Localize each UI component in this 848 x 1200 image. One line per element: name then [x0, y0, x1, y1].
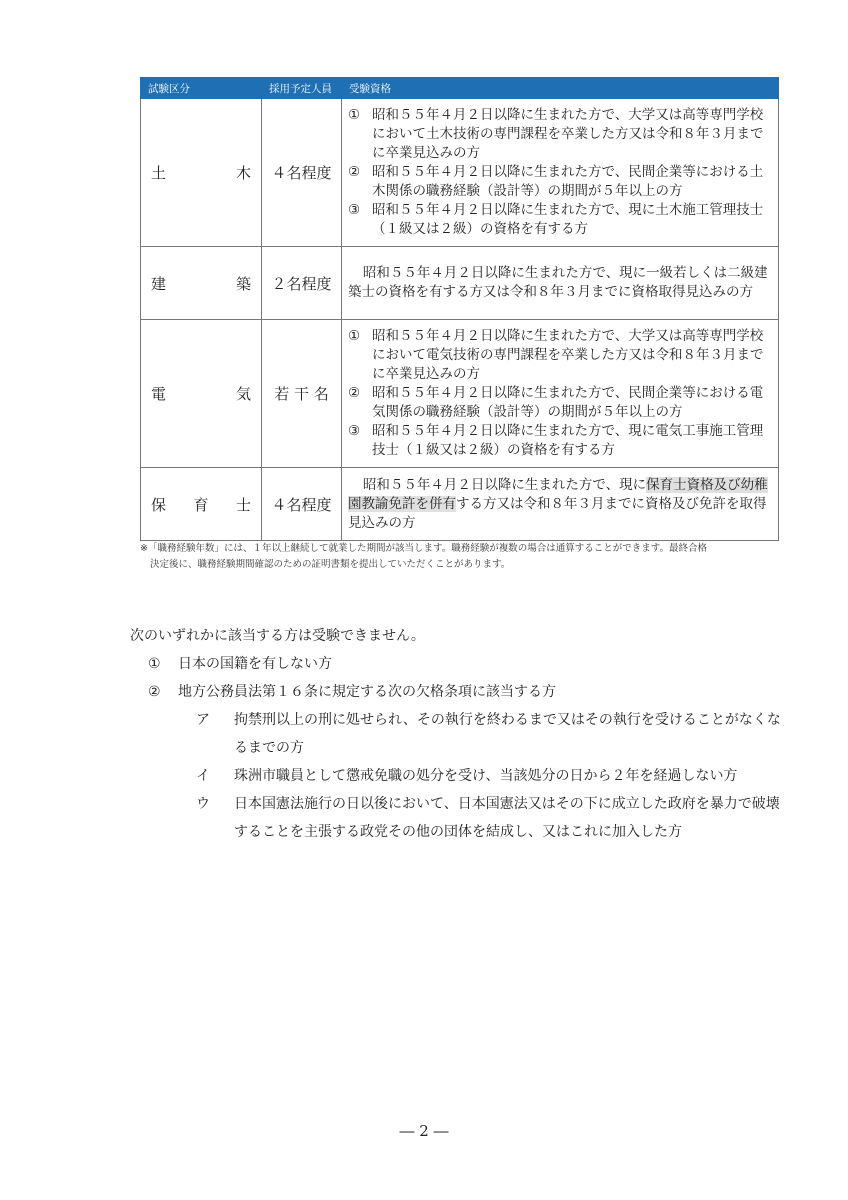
item-mark: ① — [348, 328, 361, 344]
note-line: 決定後に、職務経験期間確認のための証明書類を提出していただくことがあります。 — [150, 559, 511, 570]
text-before: 昭和５５年４月２日以降に生まれた方で、現に — [362, 476, 647, 493]
count-cell: ２名程度 — [262, 247, 342, 320]
count-cell: ４名程度 — [262, 99, 342, 247]
qualification-cell — [342, 247, 779, 320]
count-cell: ４名程度 — [262, 468, 342, 541]
count-cell: 若 干 名 — [262, 320, 342, 468]
category-char: 電 — [151, 385, 167, 403]
table-row-electrical — [141, 320, 779, 468]
item-text: 日本の国籍を有しない方 — [178, 656, 332, 672]
list-item — [148, 650, 790, 678]
category-cell — [141, 320, 262, 468]
item-text: 昭和５５年４月２日以降に生まれた方で、大学又は高等専門学校において土木技術の専門課程を卒業した方又は令和８年３月までに卒業見込みの方 — [372, 107, 764, 161]
category-char: 育 — [193, 495, 209, 514]
header-count: 採用予定人員 — [262, 78, 342, 99]
page-number: ― 2 ― — [399, 1122, 449, 1140]
item-mark: ① — [148, 656, 161, 672]
category-char: 築 — [235, 274, 251, 293]
sub-list-item — [196, 706, 790, 762]
item-mark: ② — [348, 164, 361, 180]
category-cell — [141, 468, 262, 541]
category-char: 気 — [235, 385, 251, 403]
category-char: 保 — [151, 495, 167, 514]
category-cell — [141, 247, 262, 320]
sub-list-item — [196, 762, 790, 790]
list-item — [148, 678, 790, 706]
qualification-cell — [342, 468, 779, 541]
qualification-text: 昭和５５年４月２日以降に生まれた方で、現に一級若しくは二級建築士の資格を有する方又は令和８年３月までに資格取得見込みの方 — [348, 265, 768, 300]
experience-note — [140, 541, 780, 573]
qualification-cell — [342, 99, 779, 247]
qualification-item — [348, 106, 770, 163]
table-header-row — [141, 78, 779, 99]
item-text: 日本国憲法施行の日以後において、日本国憲法又はその下に成立した政府を暴力で破壊することを主張する政党その他の団体を結成し、又はこれに加入した方 — [234, 796, 780, 840]
disqualification-section — [130, 622, 790, 846]
item-mark: ② — [148, 684, 161, 700]
qualification-text — [348, 476, 770, 533]
category-char: 土 — [151, 164, 167, 182]
item-text: 昭和５５年４月２日以降に生まれた方で、現に電気工事施工管理技士（１級又は２級）の資格を有する方 — [372, 423, 764, 458]
category-char: 士 — [235, 495, 251, 514]
text-after: する方又は令和８年３月までに資格及び免許を取得見込みの方 — [348, 495, 767, 531]
qualification-item — [348, 327, 770, 384]
qualification-item — [348, 201, 770, 239]
item-mark: ③ — [348, 423, 361, 439]
header-qualification: 受験資格 — [342, 78, 779, 99]
item-mark: ② — [348, 385, 361, 401]
qualification-table — [140, 77, 779, 541]
category-char: 建 — [151, 274, 167, 293]
item-mark: ③ — [348, 202, 361, 218]
item-mark: ア — [196, 712, 210, 728]
section-intro: 次のいずれかに該当する方は受験できません。 — [130, 628, 425, 644]
category-cell — [141, 99, 262, 247]
item-text: 昭和５５年４月２日以降に生まれた方で、民間企業等における電気関係の職務経験（設計等）の期間が５年以上の方 — [372, 385, 764, 420]
qualification-item — [348, 422, 770, 460]
qualification-item — [348, 384, 770, 422]
item-text: 地方公務員法第１６条に規定する次の欠格条項に該当する方 — [178, 684, 556, 700]
item-text: 昭和５５年４月２日以降に生まれた方で、民間企業等における土木関係の職務経験（設計等）の期間が５年以上の方 — [372, 164, 764, 199]
table-row-architecture — [141, 247, 779, 320]
header-category: 試験区分 — [141, 78, 262, 99]
table-row-civil — [141, 99, 779, 247]
item-text: 昭和５５年４月２日以降に生まれた方で、現に土木施工管理技士（１級又は２級）の資格を有する方 — [372, 202, 764, 237]
item-text: 珠洲市職員として懲戒免職の処分を受け、当該処分の日から２年を経過しない方 — [234, 768, 738, 784]
qualification-cell — [342, 320, 779, 468]
item-mark: ① — [348, 107, 361, 123]
sub-list-item — [196, 790, 790, 846]
qualification-item — [348, 163, 770, 201]
item-mark: ウ — [196, 796, 210, 812]
item-mark: イ — [196, 768, 210, 784]
item-text: 昭和５５年４月２日以降に生まれた方で、大学又は高等専門学校において電気技術の専門課程を卒業した方又は令和８年３月までに卒業見込みの方 — [372, 328, 764, 382]
note-line: ※「職務経験年数」には、１年以上継続して就業した期間が該当します。職務経験が複数の場合は通算することができます。最終合格 — [140, 543, 707, 554]
table-row-childcare — [141, 468, 779, 541]
highlighted-text: 保育士資格及び幼稚園教諭免許を併有 — [348, 476, 768, 512]
category-char: 木 — [235, 164, 251, 182]
item-text: 拘禁刑以上の刑に処せられ、その執行を終わるまで又はその執行を受けることがなくなるまでの方 — [234, 712, 781, 756]
